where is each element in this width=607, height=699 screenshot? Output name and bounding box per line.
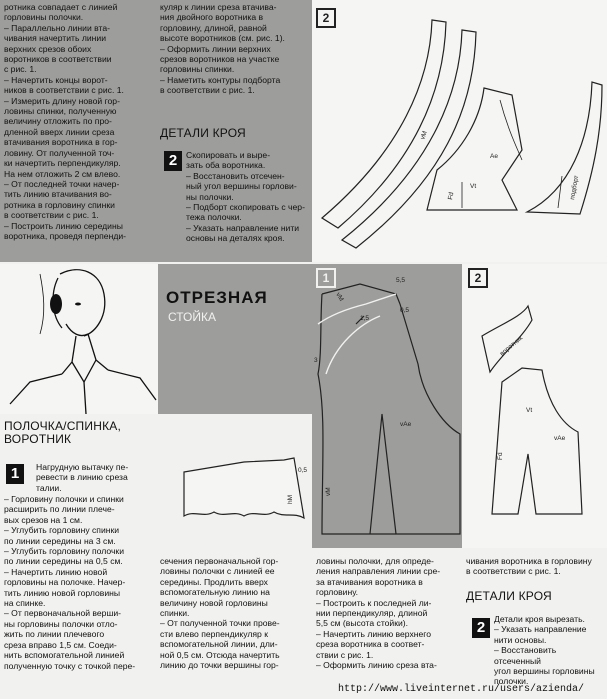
figure-2-top-label-podbort: подборт xyxy=(569,174,581,201)
figure-2-bottom-drawing xyxy=(462,264,607,548)
main-title: ОТРЕЗНАЯ xyxy=(166,288,268,307)
column-4-step-2-badge: 2 xyxy=(472,618,490,638)
fashion-illustration xyxy=(0,264,158,414)
column-4-bottom-text: чивания воротника в горловину в соответствии с рис. 1. xyxy=(466,556,592,577)
figure-2-top-label-vt: Vt xyxy=(470,183,477,190)
section-header: ПОЛОЧКА/СПИНКА, ВОРОТНИК xyxy=(4,419,122,446)
figure-1-label-vm-left: vM xyxy=(325,487,332,496)
column-2-bottom-text: сечения первоначальной гор- ловины полочки с линией ее середины. Продлить вверх вспомогательную линию на величину новой горловины спинки. – От полученной точки прове- сти влево перпендикуляр к вспомогательной линии, дли- ной 0,5 см. Отсюда начертить линию до точки вершины гор- xyxy=(160,556,280,671)
figure-2-top-number: 2 xyxy=(316,8,336,28)
main-subtitle: СТОЙКА xyxy=(168,310,217,324)
figure-2-bottom-label-fd: Fd xyxy=(497,452,504,460)
column-2-step-2-text: Скопировать и выре- зать оба воротника. – Восстановить отсечен- ный угол вершины горлови- ны полочки. – Подборт скопировать с чер- тежа полочки. – Указать направление нити основы на деталях кроя. xyxy=(186,150,305,244)
figure-1-label-1-5: 1,5 xyxy=(360,315,370,322)
figure-1-label-5-5: 5,5 xyxy=(396,277,406,284)
figure-1-label-0-5-side: 0,5 xyxy=(298,467,308,474)
figure-2-bottom-label-vae: vAe xyxy=(554,435,566,442)
figure-2-top-label-ae: Ae xyxy=(490,153,498,160)
watermark: http://www.liveinternet.ru/users/azienda/ xyxy=(338,684,585,695)
figure-2-top-drawing xyxy=(312,0,607,262)
column-2-header: ДЕТАЛИ КРОЯ xyxy=(160,126,246,140)
column-4-header: ДЕТАЛИ КРОЯ xyxy=(466,589,552,603)
figure-2-bottom-label-vt: Vt xyxy=(526,407,533,414)
figure-1-label-vae: vAe xyxy=(400,421,412,428)
figure-1-label-vm: vM xyxy=(334,291,345,303)
figure-1-drawing xyxy=(160,264,460,548)
figure-2-bottom-number: 2 xyxy=(468,268,488,288)
column-2-top-text: куляр к линии среза втачива- ния двойного воротника в горловину, длиной, равной высоте воротников (см. рис. 1). – Оформить линии верхних срезов воротников на участке горловины спинки. – Наметить контуры подборта в соответствии с рис. 1. xyxy=(160,2,285,96)
step-2-badge: 2 xyxy=(164,151,182,171)
figure-1-number: 1 xyxy=(316,268,336,288)
column-1-top-text: ротника совпадает с линией горловины полочки. – Параллельно линии вта- чивания начертить линии верхних срезов обоих воротников в соответствии с рис. 1. – Начертить концы ворот- ников в соответствии с рис. 1. – Измерить длину новой гор- ловины спинки, полученную величину отложить по про- дленной вверх линии среза втачивания воротника в гор- ловину. От полученной точ- ки начертить перпендикуляр. На нем отложить 2 см влево. – От последней точки начер- тить линию втачивания во- ротника в горловину спинки в соответствии с рис. 1. – Построить линию середины воротника, проведя перпенди- xyxy=(4,2,126,241)
column-3-bottom-text: ловины полочки, для опреде- ления направления линии сре- за втачивания воротника в горловину. – Построить к последней ли- нии перпендикуляр, длиной 5,5 см (высота стойки). – Начертить линию верхнего среза воротника в соответ- ствии с рис. 1. – Оформить линию среза вта- xyxy=(316,556,441,671)
column-1-bottom-text: – Горловину полочки и спинки расширить по линии плече- вых срезов на 1 см. – Углубить горловину спинки по линии середины на 3 см. – Углубить горловину полочки по линии середины на 0,5 см. – Начертить линию новой горловины на полочке. Начер- тить линию новой горловины на спинке. – От первоначальной верши- ны горловины полочки отло- жить по линии плечевого среза вправо 1,5 см. Соеди- нить вспомогательной линией полученную точку с точкой пере- xyxy=(4,494,136,671)
figure-2-bottom-label-vorotnik: воротник xyxy=(498,334,525,358)
step-1-text: Нагрудную вытачку пе- ревести в линию среза талии. xyxy=(36,462,129,493)
step-1-badge: 1 xyxy=(6,464,24,484)
figure-2-top-label-fd: Fd xyxy=(447,191,456,201)
figure-1-label-hm: hM xyxy=(287,494,294,504)
figure-1-label-0-5-top: 0,5 xyxy=(400,307,410,314)
figure-1-label-3: 3 xyxy=(314,357,318,364)
figure-2-top-label-vm: vM xyxy=(419,130,429,141)
column-4-step-2-text: Детали кроя вырезать. – Указать направление нити основы. – Восстановить отсеченный угол вершины горловины полочки. xyxy=(494,614,595,687)
